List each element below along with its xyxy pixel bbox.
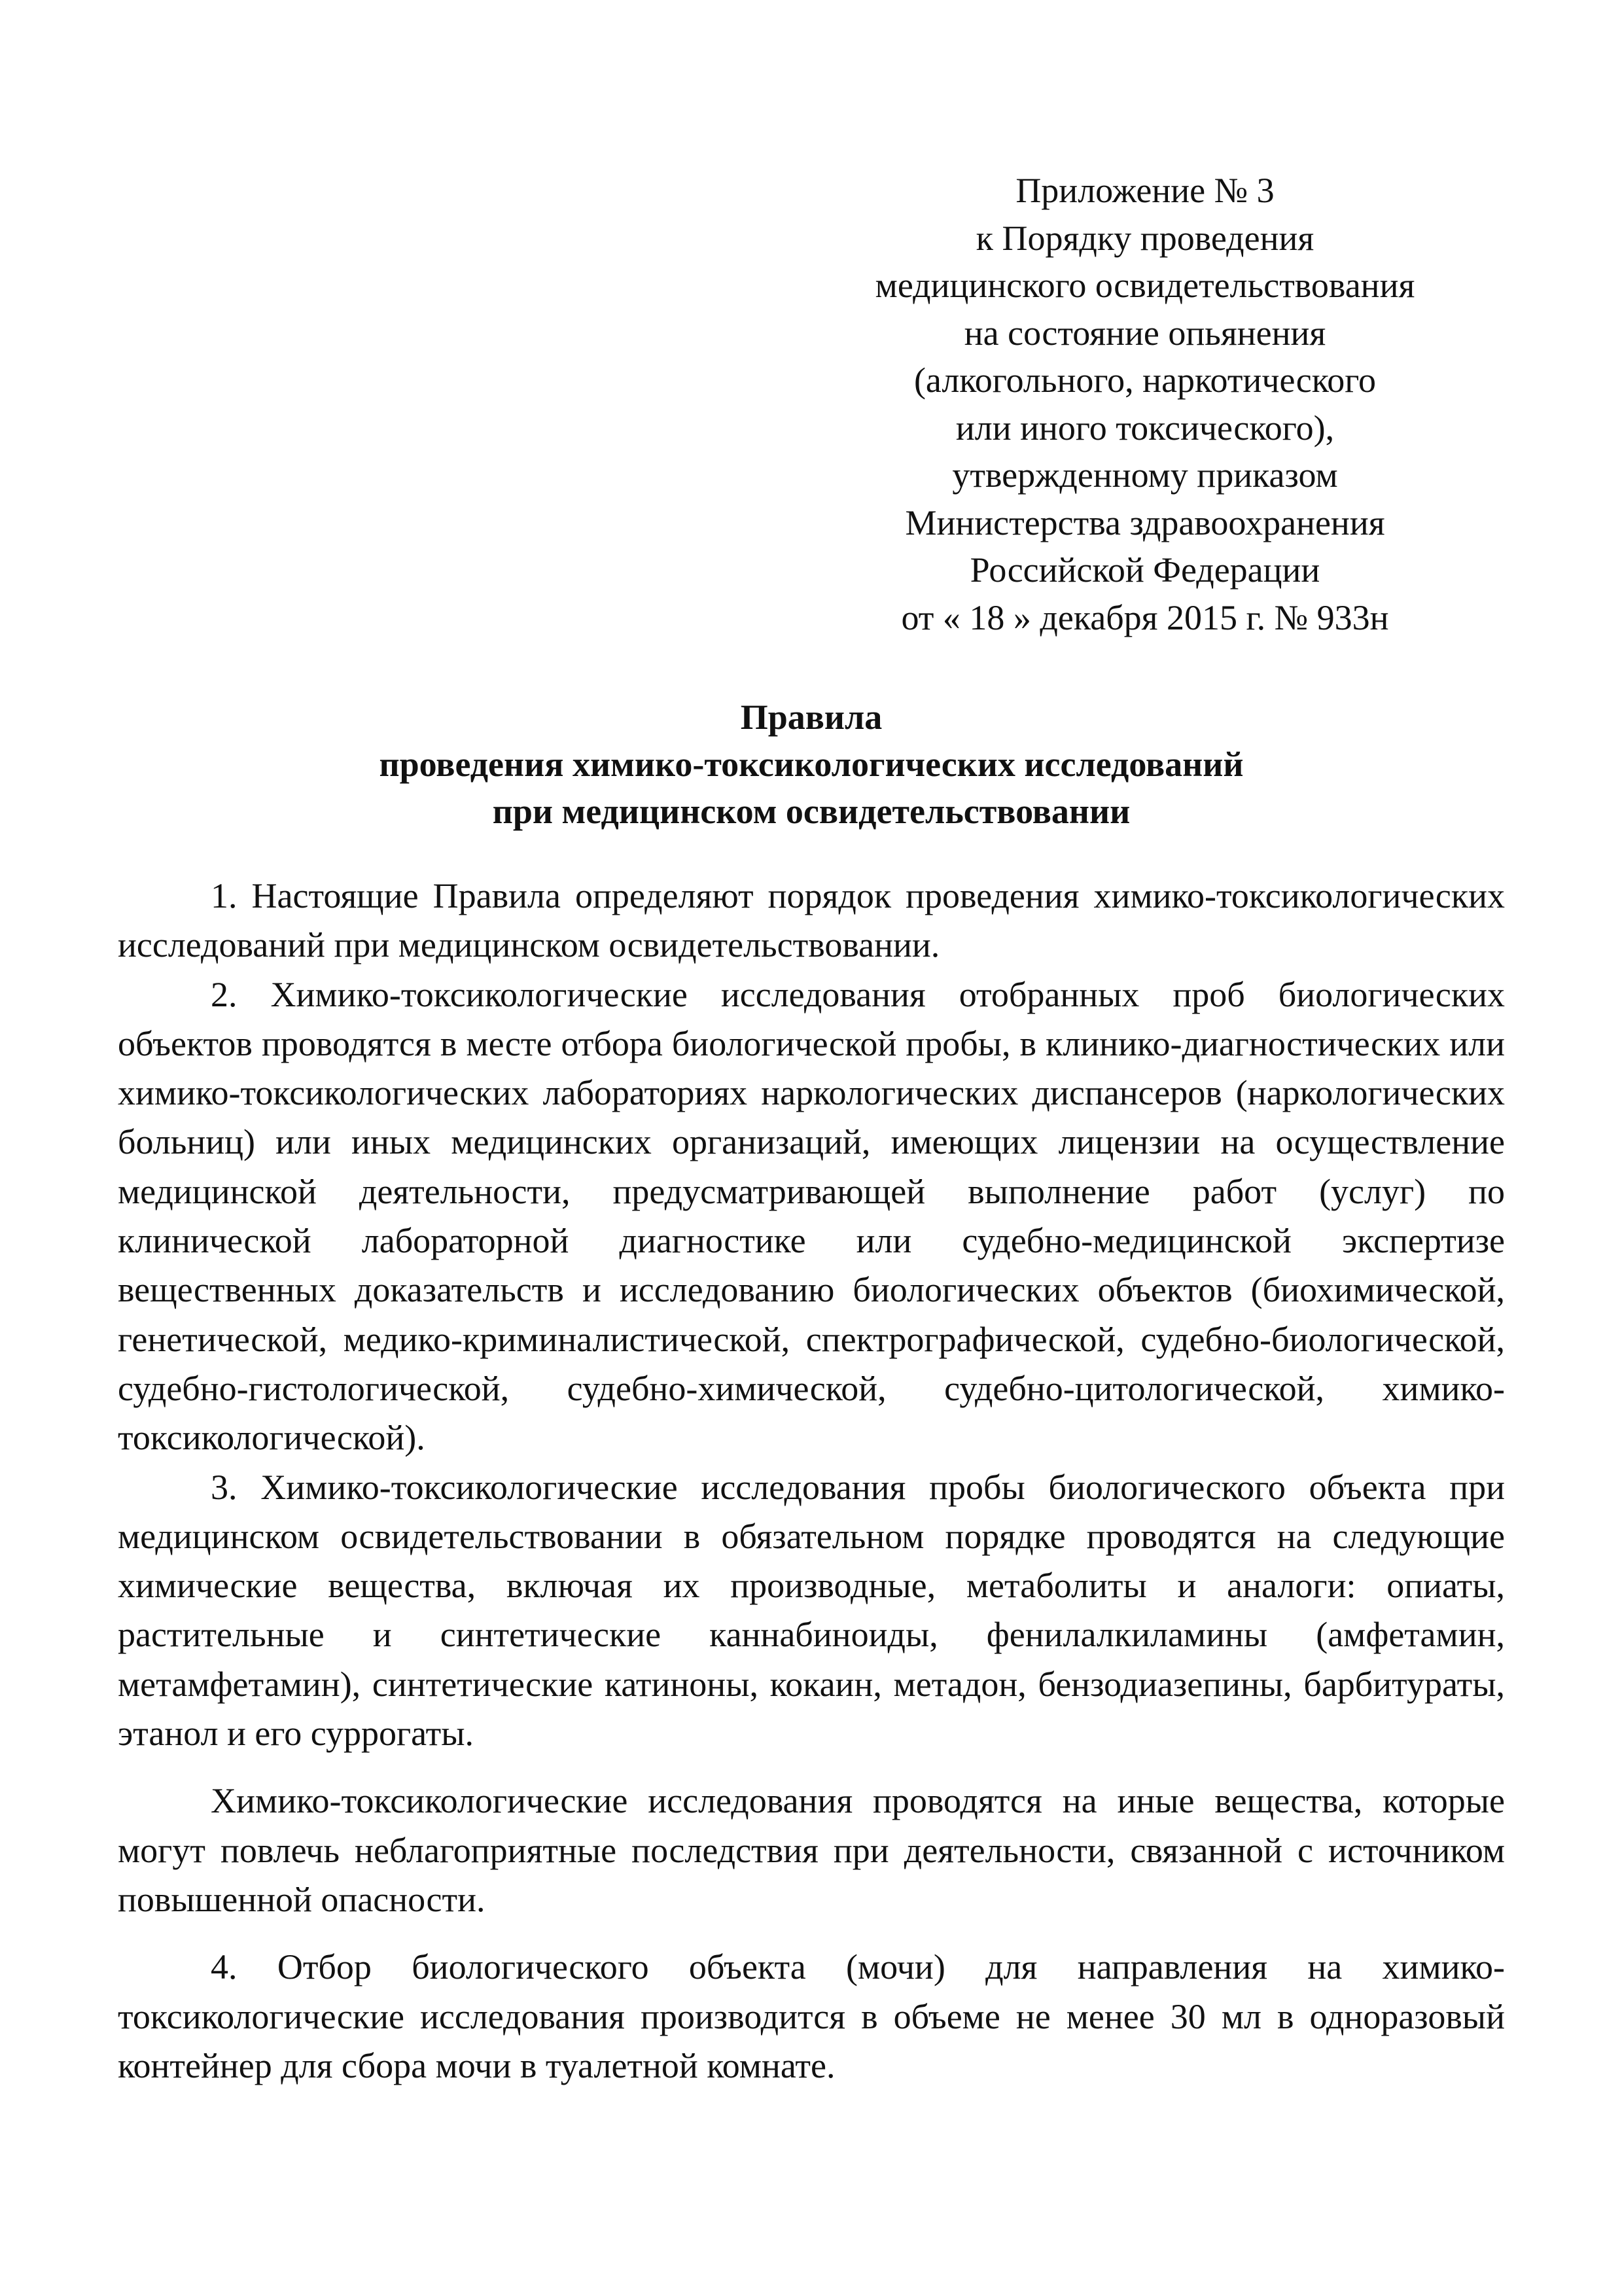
paragraph-4: 4. Отбор биологического объекта (мочи) для направления на химико-токсикологические исследования производится в объеме не менее 30 мл в одноразовый контейнер для сбора мочи в туалетной комнате. — [118, 1947, 1505, 2085]
title-line: при медицинском освидетельствовании — [492, 792, 1131, 831]
paragraph-3: 3. Химико-токсикологические исследования пробы биологического объекта при медицинском освидетельствовании в обязательном порядке проводятся на следующие химические вещества, включая их производные, метаболиты и аналоги: опиаты, растительные и синтетические каннабиноиды, фенилалкиламины (амфетамин, метамфетамин), синтетические катиноны, кокаин, метадон, бензодиазепины, барбитураты, этанол и его суррогаты. — [118, 1467, 1505, 1754]
appendix-line: Российской Федерации — [970, 550, 1320, 590]
appendix-line: на состояние опьянения — [964, 313, 1326, 353]
appendix-line: или иного токсического), — [955, 408, 1335, 448]
title-line: Правила — [740, 698, 883, 737]
appendix-line: утвержденному приказом — [952, 455, 1338, 495]
appendix-line: Министерства здравоохранения — [905, 503, 1385, 542]
paragraph-2: 2. Химико-токсикологические исследования отобранных проб биологических объектов проводятся в месте отбора биологической пробы, в клинико-диагностических или химико-токсикологических лабораториях наркологических диспансеров (наркологических больниц) или иных медицинских организаций, имеющих лицензии на осуществление медицинской деятельности, предусматривающей выполнение работ (услуг) по клинической лабораторной диагностике или судебно-медицинской экспертизе вещественных доказательств и исследованию биологических объектов (биохимической, генетической, медико-криминалистической, спектрографической, судебно-биологической, судебно-гистологической, судебно-химической, судебно-цитологической, химико-токсикологической). — [118, 974, 1505, 1458]
paragraph-1: 1. Настоящие Правила определяют порядок проведения химико-токсикологических исследований при медицинском освидетельствовании. — [118, 876, 1505, 965]
appendix-line: к Порядку проведения — [976, 218, 1314, 258]
appendix-header — [818, 167, 1472, 641]
paragraph-3-continued: Химико-токсикологические исследования проводятся на иные вещества, которые могут повлечь неблагоприятные последствия при деятельности, связанной с источником повышенной опасности. — [118, 1781, 1505, 1919]
document-title — [118, 694, 1505, 835]
document-body — [118, 872, 1505, 2091]
appendix-line: Приложение № 3 — [1015, 171, 1275, 210]
appendix-line: от « 18 » декабря 2015 г. № 933н — [901, 597, 1389, 637]
title-line: проведения химико-токсикологических исследований — [379, 745, 1244, 784]
appendix-line: медицинского освидетельствования — [875, 266, 1415, 305]
appendix-line: (алкогольного, наркотического — [913, 361, 1377, 400]
